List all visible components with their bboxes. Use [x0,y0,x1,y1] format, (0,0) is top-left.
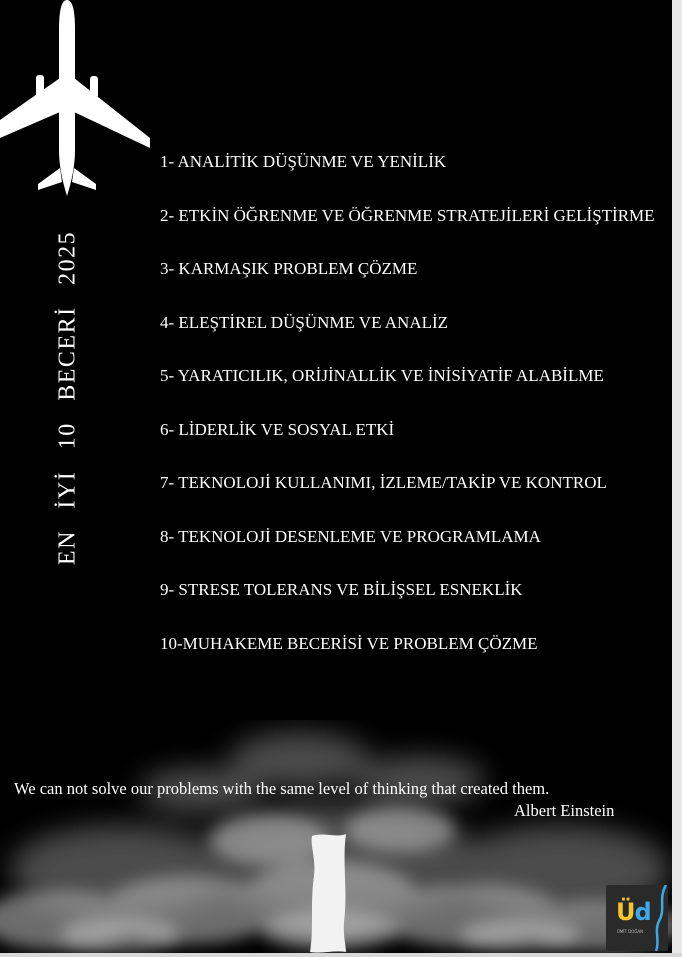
skill-item: 10-MUHAKEME BECERİSİ VE PROBLEM ÇÖZME [160,633,538,653]
logo-mark [616,899,651,925]
airplane-icon [0,0,150,200]
page-edge-strip [672,0,682,957]
skill-item: 5- YARATICILIK, ORİJİNALLİK VE İNİSİYATİF ALABİLME [160,366,604,385]
skill-item: 1- ANALİTİK DÜŞÜNME VE YENİLİK [160,152,447,171]
skills-list [160,150,655,685]
logo-letter: d [634,898,651,926]
contrail-graphic [306,832,352,954]
quote-author: Albert Einstein [514,801,615,820]
skill-item: 8- TEKNOLOJİ DESENLEME VE PROGRAMLAMA [160,526,541,546]
title-word: EN [54,530,81,566]
logo-caption: ÜMİT DOĞAN [616,929,644,934]
skill-item: 3- KARMAŞIK PROBLEM ÇÖZME [160,259,418,278]
logo [606,885,668,951]
title-word: 10 [54,422,81,450]
title-word: İYİ [54,470,81,509]
logo-streak-graphic [654,885,668,951]
skill-item: 2- ETKİN ÖĞRENME VE ÖĞRENME STRATEJİLERİ GELİŞTİRME [160,205,655,225]
vertical-title [55,231,82,565]
skill-item: 7- TEKNOLOJİ KULLANIMI, İZLEME/TAKİP VE KONTROL [160,473,607,492]
logo-letter: Ü [616,898,635,926]
quote-text: We can not solve our problems with the same level of thinking that created them. [14,779,550,798]
skill-item: 4- ELEŞTİREL DÜŞÜNME VE ANALİZ [160,312,449,332]
skill-item: 6- LİDERLİK VE SOSYAL ETKİ [160,419,395,439]
title-word: 2025 [54,230,81,285]
title-word: BECERİ [54,306,81,401]
skill-item: 9- STRESE TOLERANS VE BİLİŞSEL ESNEKLİK [160,580,523,599]
